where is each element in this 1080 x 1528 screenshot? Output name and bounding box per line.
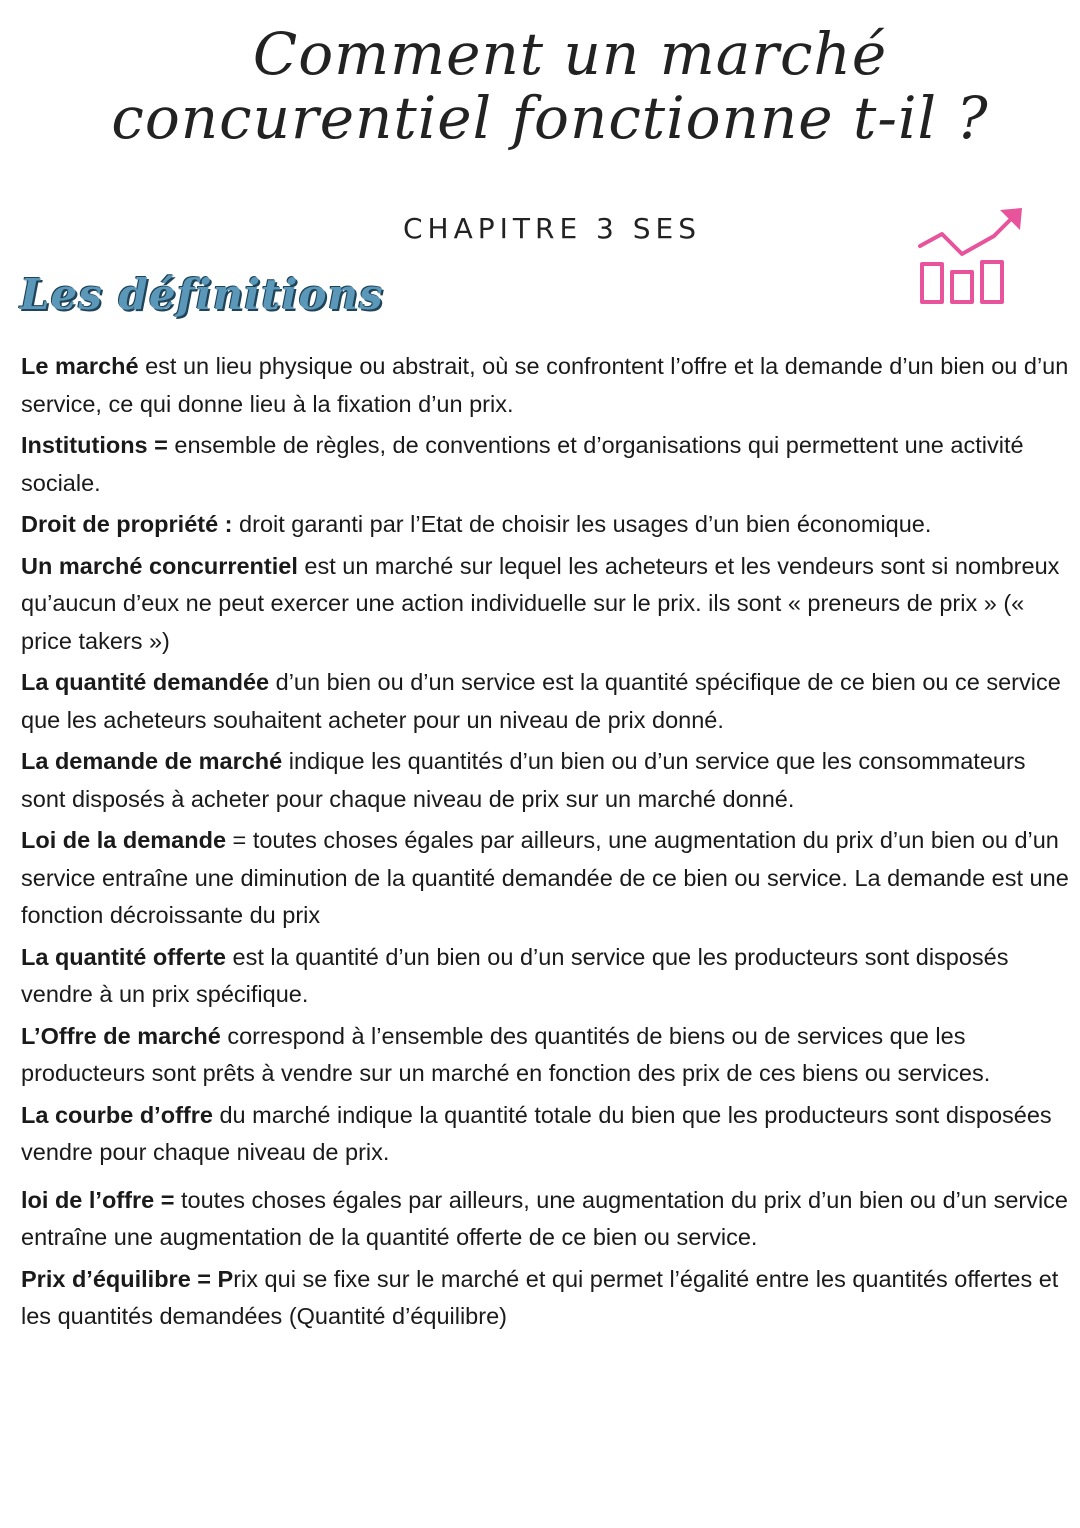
definition-item <box>21 822 1071 935</box>
definition-term: Le marché <box>21 353 139 379</box>
definition-item <box>21 1261 1071 1336</box>
definition-item <box>21 1182 1071 1257</box>
definitions-list <box>21 348 1071 1340</box>
definition-term: Prix d’équilibre = P <box>21 1265 234 1292</box>
section-title: Les définitions <box>20 270 384 319</box>
definition-term: loi de l’offre = <box>21 1186 175 1213</box>
definition-item <box>21 548 1071 661</box>
definition-item <box>21 664 1071 739</box>
chapter-subtitle: CHAPITRE 3 SES <box>402 212 701 245</box>
definition-text: d’un bien ou d’un service est la quantité spécifique de ce bien ou ce service que les acheteurs souhaitent acheter pour un niveau de prix donné. <box>21 669 1061 733</box>
definition-term: Institutions = <box>21 432 168 458</box>
definition-term: L’Offre de marché <box>21 1022 221 1049</box>
definition-item <box>21 427 1071 502</box>
page-title <box>0 22 1080 150</box>
definition-term: Un marché concurrentiel <box>21 552 298 579</box>
bar-chart-trend-icon <box>914 206 1026 310</box>
definition-text: toutes choses égales par ailleurs, une augmentation du prix d’un bien ou d’un service entraîne une augmentation de la quantité offerte de ce bien ou service. <box>21 1186 1068 1250</box>
title-line-2: concurentiel fonctionne t-il ? <box>111 84 989 152</box>
definition-term: La quantité offerte <box>21 943 226 970</box>
title-line-1: Comment un marché <box>252 20 888 88</box>
definition-text: rix qui se fixe sur le marché et qui permet l’égalité entre les quantités offertes et les quantités demandées (Quantité d’équilibre) <box>21 1265 1059 1329</box>
definition-text: est un marché sur lequel les acheteurs et les vendeurs sont si nombreux qu’aucun d’eux ne peut exercer une action individuelle sur le prix. ils sont « preneurs de prix » (« price takers ») <box>21 552 1060 654</box>
definition-item <box>21 348 1071 423</box>
definition-item <box>21 1018 1071 1093</box>
definition-text: correspond à l’ensemble des quantités de biens ou de services que les producteurs sont prêts à vendre sur un marché en fonction des prix de ces biens ou services. <box>21 1022 991 1086</box>
definition-text: ensemble de règles, de conventions et d’organisations qui permettent une activité sociale. <box>21 432 1024 496</box>
definition-text: droit garanti par l’Etat de choisir les usages d’un bien économique. <box>232 511 932 537</box>
definition-term: La quantité demandée <box>21 669 270 695</box>
definition-text: = toutes choses égales par ailleurs, une augmentation du prix d’un bien ou d’un service entraîne une diminution de la quantité demandée de ce bien ou service. La demande est une fonction décroissante du prix <box>21 827 1069 928</box>
definition-term: La demande de marché <box>21 748 283 774</box>
definition-item <box>21 743 1071 818</box>
definition-text: du marché indique la quantité totale du bien que les producteurs sont disposées vendre pour chaque niveau de prix. <box>21 1101 1052 1165</box>
definition-text: est la quantité d’un bien ou d’un service que les producteurs sont disposés vendre à un prix spécifique. <box>21 943 1009 1007</box>
definition-term: La courbe d’offre <box>21 1101 213 1128</box>
definition-text: est un lieu physique ou abstrait, où se confrontent l’offre et la demande d’un bien ou d’un service, ce qui donne lieu à la fixation d’un prix. <box>21 353 1069 417</box>
definition-term: Loi de la demande <box>21 827 227 853</box>
definition-item <box>21 939 1071 1014</box>
definition-term: Droit de propriété : <box>21 511 233 537</box>
definition-item <box>21 506 1071 544</box>
definition-text: indique les quantités d’un bien ou d’un service que les consommateurs sont disposés à acheter pour chaque niveau de prix sur un marché donné. <box>21 748 1026 812</box>
definition-item <box>21 1097 1071 1172</box>
